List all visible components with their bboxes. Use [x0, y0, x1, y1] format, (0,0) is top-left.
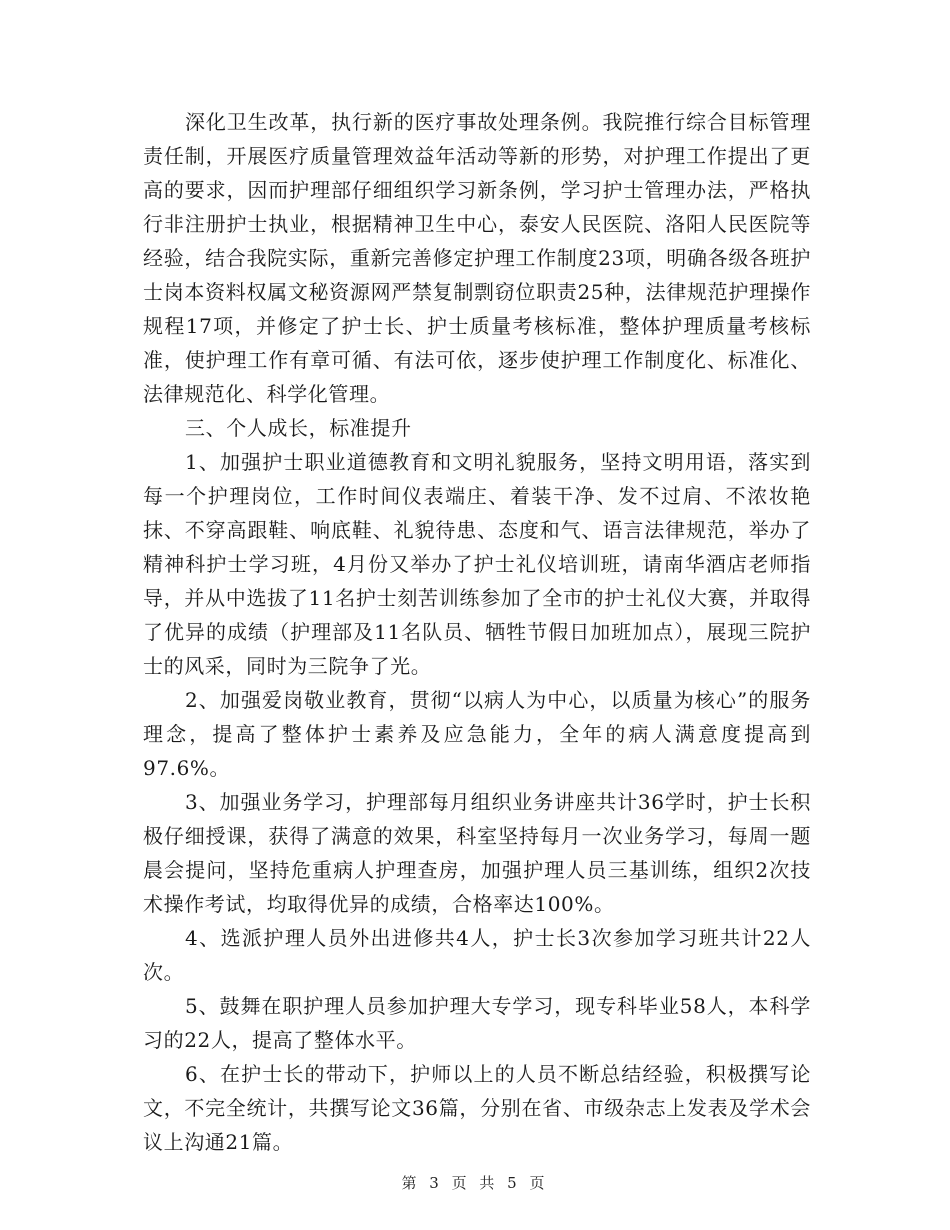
document-body	[143, 105, 811, 1159]
paragraph-item-4-further-study: 4、选派护理人员外出进修共4人，护士长3次参加学习班共计22人次。	[143, 926, 811, 984]
paragraph-item-2-dedication: 2、加强爱岗敬业教育，贯彻“以病人为中心，以质量为核心”的服务理念，提高了整体护士素养及应急能力，全年的病人满意度提高到97.6%。	[143, 688, 811, 780]
paragraph-item-1-ethics: 1、加强护士职业道德教育和文明礼貌服务，坚持文明用语，落实到每一个护理岗位，工作时间仪表端庄、着装干净、发不过肩、不浓妆艳抹、不穿高跟鞋、响底鞋、礼貌待患、态度和气、语言法律规范，举办了精神科护士学习班，4月份又举办了护士礼仪培训班，请南华酒店老师指导，并从中选拔了11名护士刻苦训练参加了全市的护士礼仪大赛，并取得了优异的成绩（护理部及11名队员、牺牲节假日加班加点），展现三院护士的风采，同时为三院争了光。	[143, 450, 811, 678]
paragraph-item-5-education: 5、鼓舞在职护理人员参加护理大专学习，现专科毕业58人，本科学习的22人，提高了整体水平。	[143, 994, 811, 1052]
paragraph-item-6-papers: 6、在护士长的带动下，护师以上的人员不断总结经验，积极撰写论文，不完全统计，共撰写论文36篇，分别在省、市级杂志上发表及学术会议上沟通21篇。	[143, 1062, 811, 1154]
section-heading-personal-growth: 三、个人成长，标准提升	[185, 416, 412, 440]
page-number-footer: 第 3 页 共 5 页	[401, 1174, 549, 1192]
paragraph-reform-intro: 深化卫生改革，执行新的医疗事故处理条例。我院推行综合目标管理责任制，开展医疗质量管理效益年活动等新的形势，对护理工作提出了更高的要求，因而护理部仔细组织学习新条例，学习护士管理办法，严格执行非注册护士执业，根据精神卫生中心，泰安人民医院、洛阳人民医院等经验，结合我院实际，重新完善修定护理工作制度23项，明确各级各班护士岗本资料权属文秘资源网严禁复制剽窃位职责25种，法律规范护理操作规程17项，并修定了护士长、护士质量考核标准，整体护理质量考核标准，使护理工作有章可循、有法可依，逐步使护理工作制度化、标准化、法律规范化、科学化管理。	[143, 110, 811, 406]
paragraph-item-3-training: 3、加强业务学习，护理部每月组织业务讲座共计36学时，护士长积极仔细授课，获得了满意的效果，科室坚持每月一次业务学习，每周一题晨会提问，坚持危重病人护理查房，加强护理人员三基训练，组织2次技术操作考试，均取得优异的成绩，合格率达100%。	[143, 790, 811, 916]
